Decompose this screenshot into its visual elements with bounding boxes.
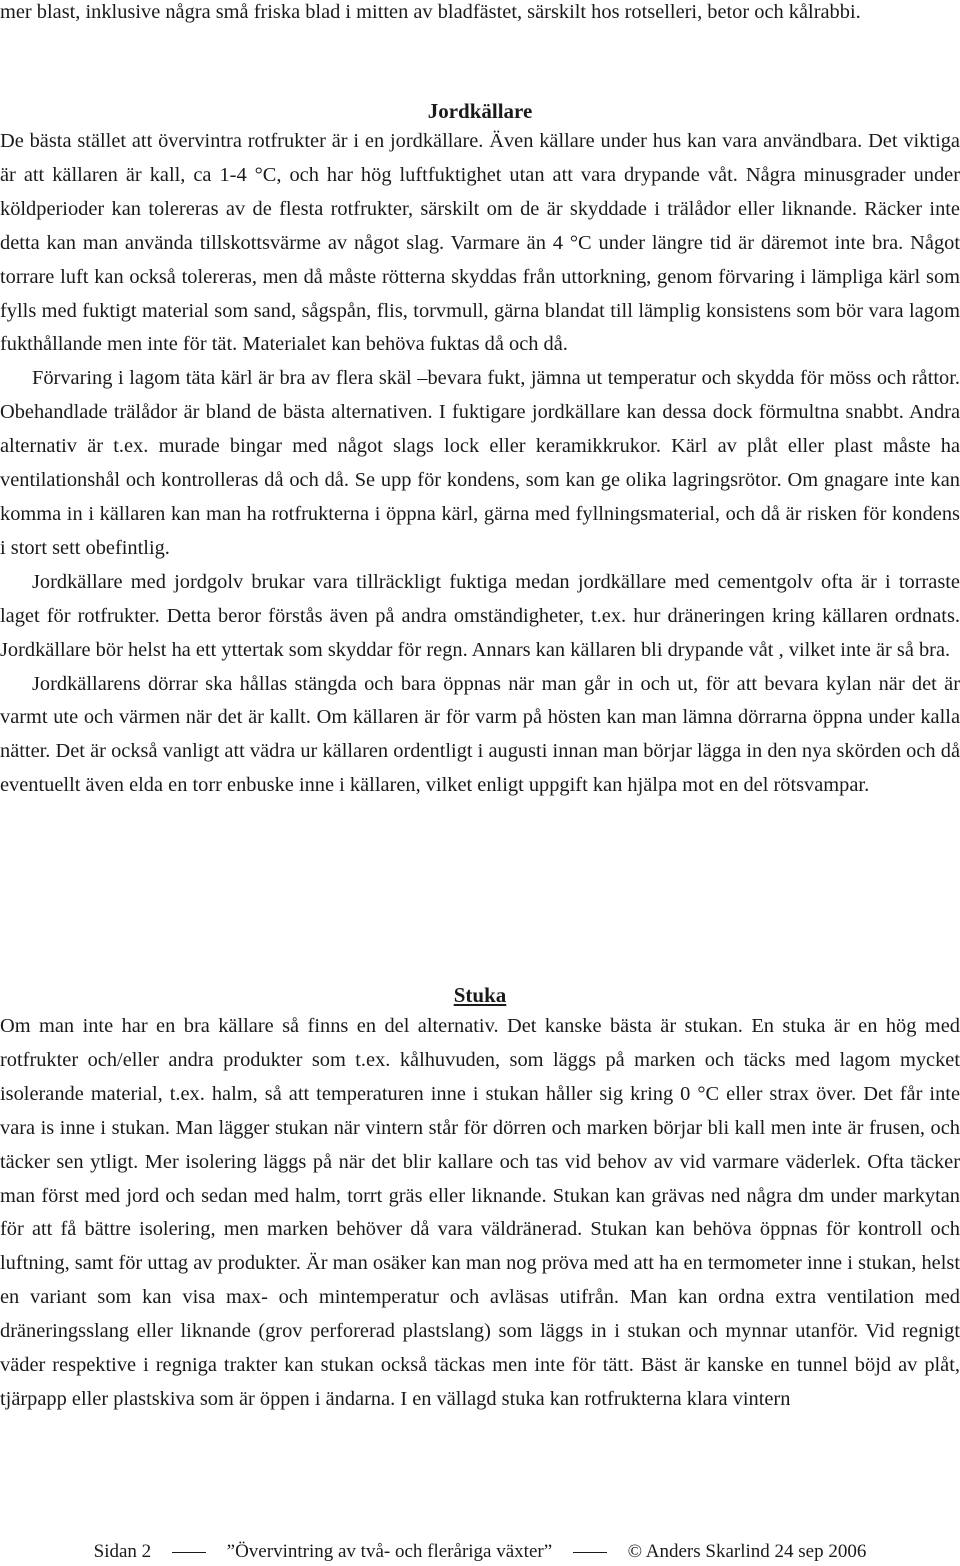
page-footer	[0, 1540, 960, 1564]
footer-page-number: Sidan 2	[93, 1541, 152, 1562]
footer-document-title: ”Övervintring av två- och fleråriga växter”	[226, 1541, 553, 1562]
paragraph: Jordkällare med jordgolv brukar vara tillräckligt fuktiga medan jordkällare med cementgolv ofta är i torraste laget för rotfrukter. Detta beror förstås även på andra omständigheter, t.ex. hur dräneringen kring källaren ordnats. Jordkällare bör helst ha ett yttertak som skyddar för regn. Annars kan källaren bli drypande våt , vilket inte är så bra.	[0, 570, 960, 661]
footer-separator	[172, 1552, 206, 1553]
paragraph: Förvaring i lagom täta kärl är bra av flera skäl –bevara fukt, jämna ut temperatur och skydda för möss och råttor. Obehandlade trälådor är bland de bästa alternativen. I fuktigare jordkällare kan dessa dock förmultna snabbt. Andra alternativ är t.ex. murade bingar med något slags lock eller keramikkrukor. Kärl av plåt eller plast måste ha ventilationshål och kontrolleras då och då. Se upp för kondens, som kan ge olika lagringsrötor. Om gnagare inte kan komma in i källaren kan man ha rotfrukterna i öppna kärl, gärna med fyllningsmaterial, och då är risken för kondens i stort sett obefintlig.	[0, 367, 960, 559]
intro-paragraph	[0, 0, 960, 30]
footer-separator	[573, 1552, 607, 1553]
section-body-jordkallare	[0, 125, 960, 803]
paragraph: De bästa stället att övervintra rotfrukter är i en jordkällare. Även källare under hus kan vara användbara. Det viktiga är att källaren är kall, ca 1-4 °C, och har hög luftfuktighet utan att vara drypande våt. Några minusgrader under köldperioder kan tolereras av de flesta rotfrukter, särskilt om de är skyddade i trälådor eller liknande. Räcker inte detta kan man använda tillskottsvärme av något slag. Varmare än 4 °C under längre tid är däremot inte bra. Något torrare luft kan också tolereras, men då måste rötterna skyddas från uttorkning, genom förvaring i lämpliga kärl som fylls med fuktigt material som sand, sågspån, flis, torvmull, gärna blandat till lämplig konsistens som bör vara lagom fukthållande men inte för tät. Materialet kan behöva fuktas då och då.	[0, 130, 960, 356]
section-heading-jordkallare: Jordkällare	[427, 99, 533, 123]
paragraph: Jordkällarens dörrar ska hållas stängda och bara öppnas när man går in och ut, för att bevara kylan när det är varmt ute och värmen när det är kallt. Om källaren är för varm på hösten kan man lämna dörrarna öppna under kalla nätter. Det är också vanligt att vädra ur källaren ordentligt i augusti innan man börjar lägga in den nya skörden och då eventuellt även elda en torr enbuske inne i källaren, vilket enligt uppgift kan hjälpa mot en del rötsvampar.	[0, 672, 960, 797]
section-heading-stuka: Stuka	[453, 983, 507, 1007]
section-body-stuka	[0, 1010, 960, 1417]
paragraph: Om man inte har en bra källare så finns en del alternativ. Det kanske bästa är stukan. En stuka är en hög med rotfrukter och/eller andra produkter som t.ex. kålhuvuden, som läggs på marken och täcks med lagom mycket isolerande material, t.ex. halm, så att temperaturen inne i stukan håller sig kring 0 °C eller strax över. Det får inte vara is inne i stukan. Man lägger stukan när vintern står för dörren och marken börjar bli kall men inte är frusen, och täcker sen ytligt. Mer isolering läggs på när det blir kallare och tas vid behov av vid varmare väderlek. Ofta täcker man först med jord och sedan med halm, torrt gräs eller liknande. Stukan kan grävas ned några dm under markytan för att få bättre isolering, men marken behöver då vara väldränerad. Stukan kan behöva öppnas för kontroll och luftning, samt för uttag av produkter. Är man osäker kan man nog pröva med att ha en termometer inne i stukan, helst en variant som kan visa max- och mintemperatur och avläsas utifrån. Man kan ordna extra ventilation med dräneringsslang eller liknande (grov perforerad plastslang) som läggs in i stukan och mynnar utanför. Vid regnigt väder respektive i regniga trakter kan stukan också täckas men inte för tätt. Bäst är kanske en tunnel böjd av plåt, tjärpapp eller plastskiva som är öppen i ändarna. I en vällagd stuka kan rotfrukterna klara vintern	[0, 1015, 960, 1410]
footer-credit: © Anders Skarlind 24 sep 2006	[627, 1541, 867, 1562]
intro-text: mer blast, inklusive några små friska blad i mitten av bladfästet, särskilt hos rotselleri, betor och kålrabbi.	[0, 1, 861, 23]
